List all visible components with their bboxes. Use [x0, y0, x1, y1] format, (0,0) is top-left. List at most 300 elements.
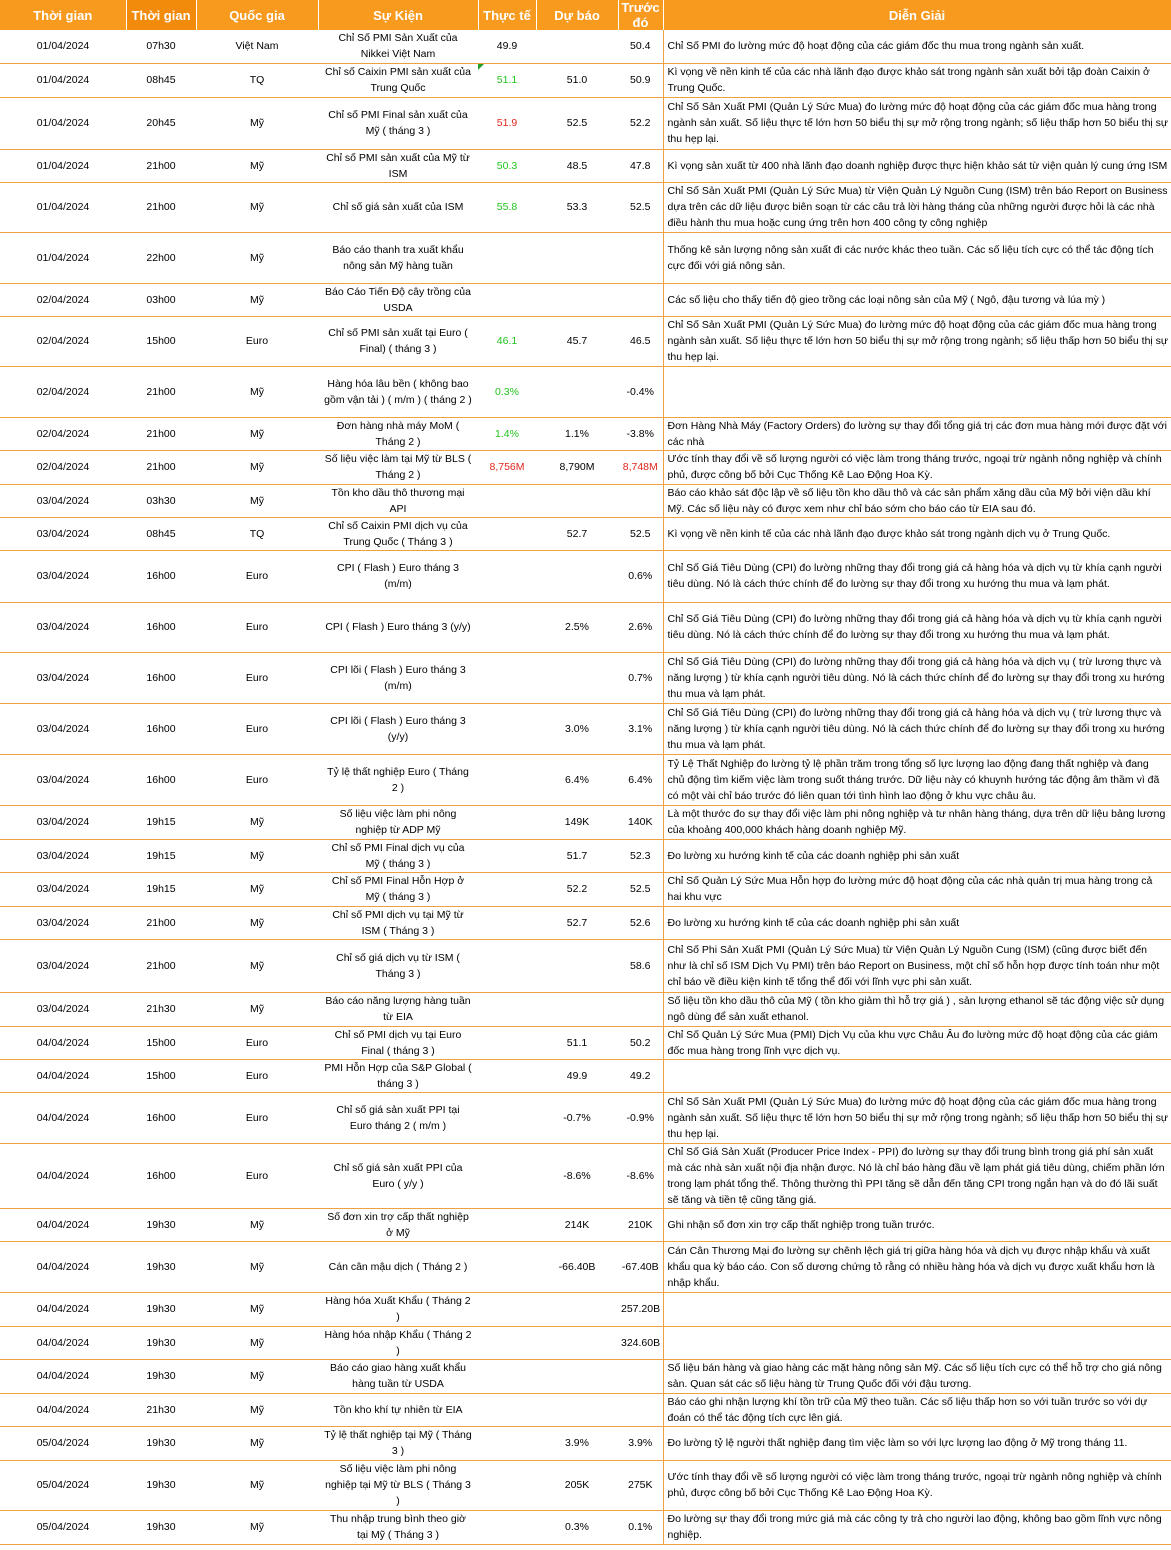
- table-row: [0, 283, 1171, 316]
- row-previous: -3.8%: [618, 417, 663, 450]
- row-description: Đo lường tỷ lệ người thất nghiệp đang tìm việc làm so với lực lượng lao động ở Mỹ trong tháng 11.: [663, 1426, 1171, 1460]
- row-time: 16h00: [126, 1143, 196, 1208]
- table-row: [0, 1208, 1171, 1241]
- row-date: 01/04/2024: [0, 182, 126, 232]
- row-description: Số liệu bán hàng và giao hàng các mặt hàng nông sản Mỹ. Các số liệu tích cực có thể hỗ trợ cho giá nông sản. Quan sát các số liệu hàng từ Trung Quốc đối với đậu tương.: [663, 1359, 1171, 1393]
- row-previous: 52.6: [618, 906, 663, 939]
- row-forecast: 49.9: [536, 1059, 618, 1092]
- row-previous: 52.5: [618, 517, 663, 550]
- row-forecast: [536, 1292, 618, 1326]
- table-row: [0, 1143, 1171, 1208]
- header-previous: Trước đó: [618, 0, 663, 30]
- table-row: [0, 417, 1171, 450]
- row-previous: 140K: [618, 805, 663, 839]
- row-actual: 55.8: [478, 182, 536, 232]
- table-row: [0, 805, 1171, 839]
- row-time: 21h00: [126, 450, 196, 484]
- row-description: Kì vọng sản xuất từ 400 nhà lãnh đạo doanh nghiệp được thực hiện khảo sát từ viện quản lý cung ứng ISM: [663, 149, 1171, 182]
- header-date: Thời gian: [0, 0, 126, 30]
- row-time: 21h30: [126, 1393, 196, 1426]
- row-date: 02/04/2024: [0, 283, 126, 316]
- row-previous: [618, 1359, 663, 1393]
- row-forecast: 0.3%: [536, 1510, 618, 1544]
- row-date: 04/04/2024: [0, 1241, 126, 1292]
- row-description: Chỉ Số Sản Xuất PMI (Quản Lý Sức Mua) đo lường mức độ hoạt động của các giám đốc mua hàng trong ngành sản xuất. Số liệu thực tế lớn hơn 50 biểu thị sự mở rộng trong ngành; số liệu thấp hơn 50 biểu thị sự thu hẹp lại.: [663, 1092, 1171, 1143]
- row-date: 03/04/2024: [0, 906, 126, 939]
- row-country: TQ: [196, 517, 318, 550]
- row-country: Mỹ: [196, 149, 318, 182]
- row-actual: [478, 1026, 536, 1059]
- row-description: Kì vọng về nền kinh tế của các nhà lãnh đạo được khảo sát trong ngành dịch vụ ở Trung Quốc.: [663, 517, 1171, 550]
- row-actual: [478, 703, 536, 754]
- row-date: 02/04/2024: [0, 450, 126, 484]
- row-country: Mỹ: [196, 232, 318, 283]
- row-actual: 0.3%: [478, 366, 536, 417]
- row-previous: 47.8: [618, 149, 663, 182]
- row-description: [663, 366, 1171, 417]
- row-event: Hàng hóa lâu bền ( không bao gồm vận tải ) ( m/m ) ( tháng 2 ): [318, 366, 478, 417]
- row-actual: 1.4%: [478, 417, 536, 450]
- table-row: [0, 182, 1171, 232]
- row-forecast: 52.7: [536, 906, 618, 939]
- row-previous: 324.60B: [618, 1326, 663, 1359]
- row-previous: 257.20B: [618, 1292, 663, 1326]
- row-date: 04/04/2024: [0, 1393, 126, 1426]
- table-row: [0, 1326, 1171, 1359]
- row-event: PMI Hỗn Hợp của S&P Global ( tháng 3 ): [318, 1059, 478, 1092]
- row-country: Việt Nam: [196, 30, 318, 63]
- table-row: [0, 754, 1171, 805]
- row-actual: [478, 1143, 536, 1208]
- row-time: 19h30: [126, 1460, 196, 1510]
- row-time: 15h00: [126, 1059, 196, 1092]
- row-date: 01/04/2024: [0, 232, 126, 283]
- table-row: [0, 839, 1171, 872]
- row-description: Báo cáo ghi nhận lượng khí tồn trữ của Mỹ theo tuần. Các số liệu thấp hơn so với tuần trước so với dự đoán có thể tác động tích cực lên giá.: [663, 1393, 1171, 1426]
- row-description: Ước tính thay đổi về số lượng người có việc làm trong tháng trước, ngoại trừ ngành nông nghiệp và chính phủ, được công bố bởi Cục Thống Kê Lao Động Hoa Kỳ.: [663, 450, 1171, 484]
- row-event: Chỉ số giá sản xuất PPI tại Euro tháng 2 ( m/m ): [318, 1092, 478, 1143]
- table-row: [0, 1460, 1171, 1510]
- row-previous: [618, 232, 663, 283]
- row-actual: 51.1: [478, 63, 536, 97]
- table-row: [0, 652, 1171, 703]
- table-row: [0, 450, 1171, 484]
- table-row: [0, 939, 1171, 992]
- row-forecast: [536, 283, 618, 316]
- row-actual: 49.9: [478, 30, 536, 63]
- row-event: Số liệu việc làm phi nông nghiệp từ ADP Mỹ: [318, 805, 478, 839]
- row-description: Kì vọng về nền kinh tế của các nhà lãnh đạo được khảo sát trong ngành sản xuất bởi tập đoàn Caixin ở Trung Quốc.: [663, 63, 1171, 97]
- row-actual: [478, 1208, 536, 1241]
- row-actual: [478, 517, 536, 550]
- row-actual: [478, 232, 536, 283]
- row-time: 16h00: [126, 652, 196, 703]
- row-description: [663, 1059, 1171, 1092]
- row-event: CPI lõi ( Flash ) Euro tháng 3 (y/y): [318, 703, 478, 754]
- row-actual: [478, 1292, 536, 1326]
- table-row: [0, 232, 1171, 283]
- table-row: [0, 1393, 1171, 1426]
- row-description: Đơn Hàng Nhà Máy (Factory Orders) đo lường sự thay đổi tổng giá trị các đơn mua hàng mới được đặt với các nhà: [663, 417, 1171, 450]
- row-previous: 0.7%: [618, 652, 663, 703]
- row-forecast: 3.0%: [536, 703, 618, 754]
- row-previous: 210K: [618, 1208, 663, 1241]
- row-previous: 49.2: [618, 1059, 663, 1092]
- row-actual: [478, 283, 536, 316]
- header-row: [0, 0, 1171, 30]
- row-forecast: [536, 939, 618, 992]
- row-time: 19h30: [126, 1426, 196, 1460]
- row-previous: 46.5: [618, 316, 663, 366]
- table-row: [0, 1059, 1171, 1092]
- row-country: Mỹ: [196, 839, 318, 872]
- row-date: 02/04/2024: [0, 366, 126, 417]
- row-time: 19h30: [126, 1241, 196, 1292]
- row-actual: [478, 602, 536, 652]
- row-date: 03/04/2024: [0, 992, 126, 1026]
- row-country: Euro: [196, 754, 318, 805]
- row-country: Mỹ: [196, 1208, 318, 1241]
- row-date: 05/04/2024: [0, 1460, 126, 1510]
- row-event: Số liệu việc làm tại Mỹ từ BLS ( Tháng 2 ): [318, 450, 478, 484]
- table-row: [0, 30, 1171, 63]
- row-forecast: 2.5%: [536, 602, 618, 652]
- row-time: 19h30: [126, 1326, 196, 1359]
- row-description: Chỉ Số Giá Tiêu Dùng (CPI) đo lường những thay đổi trong giá cả hàng hóa và dịch vụ từ khía cạnh người tiêu dùng. Nó là cách thức chính để đo lường sự thay đổi trong xu hướng thu mua và lạm phát.: [663, 550, 1171, 602]
- row-event: Chỉ số PMI Final dịch vụ của Mỹ ( tháng 3 ): [318, 839, 478, 872]
- table-row: [0, 1026, 1171, 1059]
- row-description: Chỉ Số Sản Xuất PMI (Quản Lý Sức Mua) từ Viện Quản Lý Nguồn Cung (ISM) trên báo Report on Business dựa trên các dữ liệu được biên soạn từ các câu trả lời hàng tháng của những người được hỏi là các nhà điều hành thu mua hoặc cung ứng trên hơn 400 công ty công nghiệp: [663, 182, 1171, 232]
- row-description: Là một thước đo sự thay đổi việc làm phi nông nghiệp và tư nhân hàng tháng, dựa trên dữ liệu bảng lương của khoảng 400,000 khách hàng doanh nghiệp Mỹ.: [663, 805, 1171, 839]
- row-actual: 51.9: [478, 97, 536, 149]
- row-description: Báo cáo khảo sát độc lập về số liệu tồn kho dầu thô và các sản phẩm xăng dầu của Mỹ bởi viện dầu khí Mỹ. Các số liệu này có được xem như chỉ báo sớm cho báo cáo từ EIA sau đó.: [663, 484, 1171, 517]
- row-forecast: -66.40B: [536, 1241, 618, 1292]
- row-forecast: [536, 1359, 618, 1393]
- row-event: Chỉ số Caixin PMI dịch vụ của Trung Quốc ( Tháng 3 ): [318, 517, 478, 550]
- row-actual: [478, 839, 536, 872]
- row-event: Báo cáo thanh tra xuất khẩu nông sản Mỹ hàng tuần: [318, 232, 478, 283]
- row-forecast: 52.5: [536, 97, 618, 149]
- row-time: 19h30: [126, 1208, 196, 1241]
- row-actual: 46.1: [478, 316, 536, 366]
- row-description: Chỉ Số Giá Tiêu Dùng (CPI) đo lường những thay đổi trong giá cả hàng hóa và dịch vụ ( trừ lương thực và năng lượng ) từ khía cạnh người tiêu dùng. Nó là cách thức chính để đo lường sự thay đổi trong xu hướng thu mua và lạm phát.: [663, 652, 1171, 703]
- table-row: [0, 550, 1171, 602]
- row-country: TQ: [196, 63, 318, 97]
- table-row: [0, 992, 1171, 1026]
- row-country: Mỹ: [196, 1241, 318, 1292]
- row-country: Mỹ: [196, 1359, 318, 1393]
- row-time: 08h45: [126, 63, 196, 97]
- row-event: Chỉ số PMI sản xuất tại Euro ( Final) ( tháng 3 ): [318, 316, 478, 366]
- row-date: 01/04/2024: [0, 97, 126, 149]
- header-actual: Thực tế: [478, 0, 536, 30]
- row-actual: [478, 939, 536, 992]
- row-previous: 6.4%: [618, 754, 663, 805]
- row-date: 03/04/2024: [0, 484, 126, 517]
- row-country: Mỹ: [196, 1510, 318, 1544]
- header-forecast: Dự báo: [536, 0, 618, 30]
- table-row: [0, 517, 1171, 550]
- row-forecast: 214K: [536, 1208, 618, 1241]
- row-actual: [478, 906, 536, 939]
- row-event: Đơn hàng nhà máy MoM ( Tháng 2 ): [318, 417, 478, 450]
- row-country: Mỹ: [196, 450, 318, 484]
- row-event: Chỉ số giá sản xuất PPI của Euro ( y/y ): [318, 1143, 478, 1208]
- row-time: 16h00: [126, 602, 196, 652]
- row-forecast: [536, 1393, 618, 1426]
- row-date: 03/04/2024: [0, 550, 126, 602]
- row-previous: 50.9: [618, 63, 663, 97]
- row-actual: [478, 1460, 536, 1510]
- row-country: Mỹ: [196, 182, 318, 232]
- table-row: [0, 484, 1171, 517]
- row-time: 21h00: [126, 939, 196, 992]
- row-actual: [478, 992, 536, 1026]
- table-row: [0, 872, 1171, 906]
- row-forecast: 6.4%: [536, 754, 618, 805]
- row-previous: [618, 992, 663, 1026]
- row-time: 19h30: [126, 1292, 196, 1326]
- row-country: Mỹ: [196, 805, 318, 839]
- row-previous: [618, 1393, 663, 1426]
- row-description: [663, 1292, 1171, 1326]
- table-row: [0, 1292, 1171, 1326]
- row-time: 16h00: [126, 1092, 196, 1143]
- row-previous: [618, 484, 663, 517]
- row-date: 03/04/2024: [0, 652, 126, 703]
- table-row: [0, 149, 1171, 182]
- row-event: Hàng hóa nhập Khẩu ( Tháng 2 ): [318, 1326, 478, 1359]
- row-previous: 0.6%: [618, 550, 663, 602]
- row-previous: 50.4: [618, 30, 663, 63]
- row-description: Chỉ Số Phi Sản Xuất PMI (Quản Lý Sức Mua) từ Viện Quản Lý Nguồn Cung (ISM) (cũng được biết đến như là chỉ số ISM Dịch Vụ PMI) trên báo Report on Business, một chỉ số hỗn hợp được tính toán như một chỉ báo về điều kiện kinh tế tổng thể đối với lĩnh vực phi sản xuất.: [663, 939, 1171, 992]
- header-event: Sự Kiện: [318, 0, 478, 30]
- row-previous: 3.1%: [618, 703, 663, 754]
- row-time: 16h00: [126, 703, 196, 754]
- row-description: Chỉ Số Quản Lý Sức Mua Hỗn hợp đo lường mức độ hoạt động của các nhà quản trị mua hàng trong cả hai khu vực: [663, 872, 1171, 906]
- row-description: Chỉ Số Quản Lý Sức Mua (PMI) Dịch Vụ của khu vực Châu Âu đo lường mức độ hoạt động của các giám đốc mua hàng trong lĩnh vực dịch vụ.: [663, 1026, 1171, 1059]
- row-actual: [478, 550, 536, 602]
- row-date: 04/04/2024: [0, 1143, 126, 1208]
- row-description: Cán Cân Thương Mại đo lường sự chênh lệch giá trị giữa hàng hóa và dịch vụ được nhập khẩu và xuất khẩu qua kỳ báo cáo. Con số dương chứng tỏ rằng có nhiều hàng hóa và dịch vụ được xuất khẩu hơn là nhập khẩu.: [663, 1241, 1171, 1292]
- row-country: Euro: [196, 1092, 318, 1143]
- row-forecast: 51.7: [536, 839, 618, 872]
- row-actual: 8,756M: [478, 450, 536, 484]
- row-country: Euro: [196, 550, 318, 602]
- row-forecast: [536, 232, 618, 283]
- row-time: 15h00: [126, 1026, 196, 1059]
- row-event: Chỉ số giá dịch vụ từ ISM ( Tháng 3 ): [318, 939, 478, 992]
- row-time: 07h30: [126, 30, 196, 63]
- row-previous: [618, 283, 663, 316]
- table-row: [0, 1359, 1171, 1393]
- row-date: 03/04/2024: [0, 754, 126, 805]
- row-time: 21h00: [126, 366, 196, 417]
- table-row: [0, 1241, 1171, 1292]
- row-country: Mỹ: [196, 417, 318, 450]
- row-country: Mỹ: [196, 1393, 318, 1426]
- row-actual: [478, 652, 536, 703]
- row-time: 22h00: [126, 232, 196, 283]
- row-actual: [478, 805, 536, 839]
- row-country: Euro: [196, 652, 318, 703]
- row-previous: -0.9%: [618, 1092, 663, 1143]
- row-previous: 52.2: [618, 97, 663, 149]
- row-date: 03/04/2024: [0, 805, 126, 839]
- table-row: [0, 1510, 1171, 1544]
- row-previous: 2.6%: [618, 602, 663, 652]
- row-previous: -8.6%: [618, 1143, 663, 1208]
- row-forecast: [536, 484, 618, 517]
- row-country: Mỹ: [196, 1326, 318, 1359]
- row-country: Euro: [196, 602, 318, 652]
- row-country: Mỹ: [196, 872, 318, 906]
- row-forecast: [536, 30, 618, 63]
- row-time: 08h45: [126, 517, 196, 550]
- row-event: Chỉ số PMI sản xuất của Mỹ từ ISM: [318, 149, 478, 182]
- row-forecast: -0.7%: [536, 1092, 618, 1143]
- row-time: 21h00: [126, 149, 196, 182]
- row-previous: -67.40B: [618, 1241, 663, 1292]
- row-description: Tỷ Lệ Thất Nghiệp đo lường tỷ lệ phần trăm trong tổng số lực lượng lao động đang thất nghiệp và đang chủ động tìm kiếm việc làm trong suốt tháng trước. Dữ liệu này có khuynh hướng tác động âm thầm vì đã có một vài chỉ báo trước đó liên quan tới tình hình lao động ở khu vực châu âu.: [663, 754, 1171, 805]
- row-previous: 275K: [618, 1460, 663, 1510]
- row-description: [663, 1326, 1171, 1359]
- row-event: Tồn kho dầu thô thương mại API: [318, 484, 478, 517]
- row-country: Mỹ: [196, 1460, 318, 1510]
- row-country: Euro: [196, 703, 318, 754]
- row-description: Ước tính thay đổi về số lượng người có việc làm trong tháng trước, ngoại trừ ngành nông nghiệp và chính phủ, được công bố bởi Cục Thống Kê Lao Động Hoa Kỳ.: [663, 1460, 1171, 1510]
- table-row: [0, 97, 1171, 149]
- header-description: Diễn Giải: [663, 0, 1171, 30]
- row-forecast: 45.7: [536, 316, 618, 366]
- row-country: Euro: [196, 1059, 318, 1092]
- row-date: 01/04/2024: [0, 30, 126, 63]
- row-description: Ghi nhận số đơn xin trợ cấp thất nghiệp trong tuần trước.: [663, 1208, 1171, 1241]
- row-forecast: 52.2: [536, 872, 618, 906]
- row-country: Mỹ: [196, 1292, 318, 1326]
- row-time: 16h00: [126, 550, 196, 602]
- row-actual: [478, 1393, 536, 1426]
- row-time: 19h15: [126, 872, 196, 906]
- row-previous: 58.6: [618, 939, 663, 992]
- row-event: Báo cáo giao hàng xuất khẩu hàng tuần từ USDA: [318, 1359, 478, 1393]
- row-time: 19h30: [126, 1510, 196, 1544]
- header-country: Quốc gia: [196, 0, 318, 30]
- row-date: 04/04/2024: [0, 1092, 126, 1143]
- row-actual: [478, 1059, 536, 1092]
- row-actual: [478, 1359, 536, 1393]
- row-description: Chỉ Số PMI đo lường mức độ hoạt động của các giám đốc thu mua trong ngành sản xuất.: [663, 30, 1171, 63]
- row-event: CPI ( Flash ) Euro tháng 3 (m/m): [318, 550, 478, 602]
- row-country: Mỹ: [196, 484, 318, 517]
- row-previous: 52.3: [618, 839, 663, 872]
- table-row: [0, 602, 1171, 652]
- row-description: Đo lường sự thay đổi trong mức giá mà các công ty trả cho người lao động, không bao gồm lĩnh vực nông nghiệp.: [663, 1510, 1171, 1544]
- row-actual: [478, 1092, 536, 1143]
- row-forecast: [536, 1326, 618, 1359]
- row-previous: 0.1%: [618, 1510, 663, 1544]
- row-date: 03/04/2024: [0, 517, 126, 550]
- row-time: 03h00: [126, 283, 196, 316]
- row-time: 19h30: [126, 1359, 196, 1393]
- row-actual: [478, 872, 536, 906]
- row-time: 21h00: [126, 906, 196, 939]
- table-row: [0, 1426, 1171, 1460]
- table-row: [0, 703, 1171, 754]
- table-row: [0, 906, 1171, 939]
- row-forecast: 51.0: [536, 63, 618, 97]
- row-time: 03h30: [126, 484, 196, 517]
- row-forecast: [536, 992, 618, 1026]
- table-row: [0, 1092, 1171, 1143]
- row-event: Thu nhập trung bình theo giờ tại Mỹ ( Tháng 3 ): [318, 1510, 478, 1544]
- row-actual: [478, 1241, 536, 1292]
- row-date: 03/04/2024: [0, 872, 126, 906]
- row-forecast: 1.1%: [536, 417, 618, 450]
- row-forecast: -8.6%: [536, 1143, 618, 1208]
- row-date: 04/04/2024: [0, 1359, 126, 1393]
- row-date: 01/04/2024: [0, 63, 126, 97]
- row-date: 03/04/2024: [0, 839, 126, 872]
- row-description: Số liệu tồn kho dầu thô của Mỹ ( tồn kho giảm thì hỗ trợ giá ) , sản lượng ethanol sẽ tác động việc sử dụng ngô dùng để sản xuất ethanol.: [663, 992, 1171, 1026]
- row-actual: [478, 1326, 536, 1359]
- row-description: Các số liệu cho thấy tiến độ gieo trồng các loại nông sản của Mỹ ( Ngô, đậu tương và lúa mỳ ): [663, 283, 1171, 316]
- row-time: 19h15: [126, 805, 196, 839]
- row-previous: 52.5: [618, 182, 663, 232]
- row-description: Chỉ Số Giá Tiêu Dùng (CPI) đo lường những thay đổi trong giá cả hàng hóa và dịch vụ từ khía cạnh người tiêu dùng. Nó là cách thức chính để đo lường sự thay đổi trong xu hướng thu mua và lạm phát.: [663, 602, 1171, 652]
- row-actual: [478, 484, 536, 517]
- row-description: Đo lường xu hướng kinh tế của các doanh nghiệp phi sản xuất: [663, 839, 1171, 872]
- row-event: Chỉ số PMI Final Hỗn Hợp ở Mỹ ( tháng 3 ): [318, 872, 478, 906]
- row-country: Euro: [196, 1143, 318, 1208]
- row-country: Euro: [196, 1026, 318, 1059]
- row-forecast: 51.1: [536, 1026, 618, 1059]
- row-date: 02/04/2024: [0, 316, 126, 366]
- row-country: Mỹ: [196, 97, 318, 149]
- row-forecast: [536, 652, 618, 703]
- row-event: Báo Cáo Tiến Độ cây trồng của USDA: [318, 283, 478, 316]
- row-previous: 52.5: [618, 872, 663, 906]
- row-time: 16h00: [126, 754, 196, 805]
- row-date: 01/04/2024: [0, 149, 126, 182]
- row-description: Chỉ Số Sản Xuất PMI (Quản Lý Sức Mua) đo lường mức độ hoạt động của các giám đốc mua hàng trong ngành sản xuất. Số liệu thực tế lớn hơn 50 biểu thị sự mở rộng trong ngành; số liệu thấp hơn 50 biểu thị sự thu hẹp lại.: [663, 316, 1171, 366]
- row-previous: 3.9%: [618, 1426, 663, 1460]
- row-country: Mỹ: [196, 906, 318, 939]
- row-forecast: 205K: [536, 1460, 618, 1510]
- row-date: 05/04/2024: [0, 1426, 126, 1460]
- table-row: [0, 366, 1171, 417]
- row-time: 21h00: [126, 417, 196, 450]
- row-forecast: 53.3: [536, 182, 618, 232]
- row-date: 03/04/2024: [0, 703, 126, 754]
- row-forecast: 8,790M: [536, 450, 618, 484]
- row-forecast: 149K: [536, 805, 618, 839]
- row-forecast: 48.5: [536, 149, 618, 182]
- row-actual: 50.3: [478, 149, 536, 182]
- row-date: 04/04/2024: [0, 1326, 126, 1359]
- row-forecast: [536, 550, 618, 602]
- header-time: Thời gian: [126, 0, 196, 30]
- row-event: CPI ( Flash ) Euro tháng 3 (y/y): [318, 602, 478, 652]
- row-country: Mỹ: [196, 939, 318, 992]
- row-forecast: 52.7: [536, 517, 618, 550]
- row-previous: 50.2: [618, 1026, 663, 1059]
- row-description: Chỉ Số Giá Sản Xuất (Producer Price Index - PPI) đo lường sự thay đổi trung bình trong giá phí sản xuất mà các nhà sản xuất nội địa nhận được. Nó là chỉ báo hàng đầu về lạm phát giá tiêu dùng, chiếm phần lớn trong lạm phát tổng thể. Thông thường thì PPI tăng sẽ dẫn đến tăng CPI trong ngắn hạn và do đó lãi suất sẽ tăng và tiền tệ cũng tăng giá.: [663, 1143, 1171, 1208]
- row-time: 15h00: [126, 316, 196, 366]
- row-forecast: 3.9%: [536, 1426, 618, 1460]
- row-date: 04/04/2024: [0, 1292, 126, 1326]
- row-description: Đo lường xu hướng kinh tế của các doanh nghiệp phi sản xuất: [663, 906, 1171, 939]
